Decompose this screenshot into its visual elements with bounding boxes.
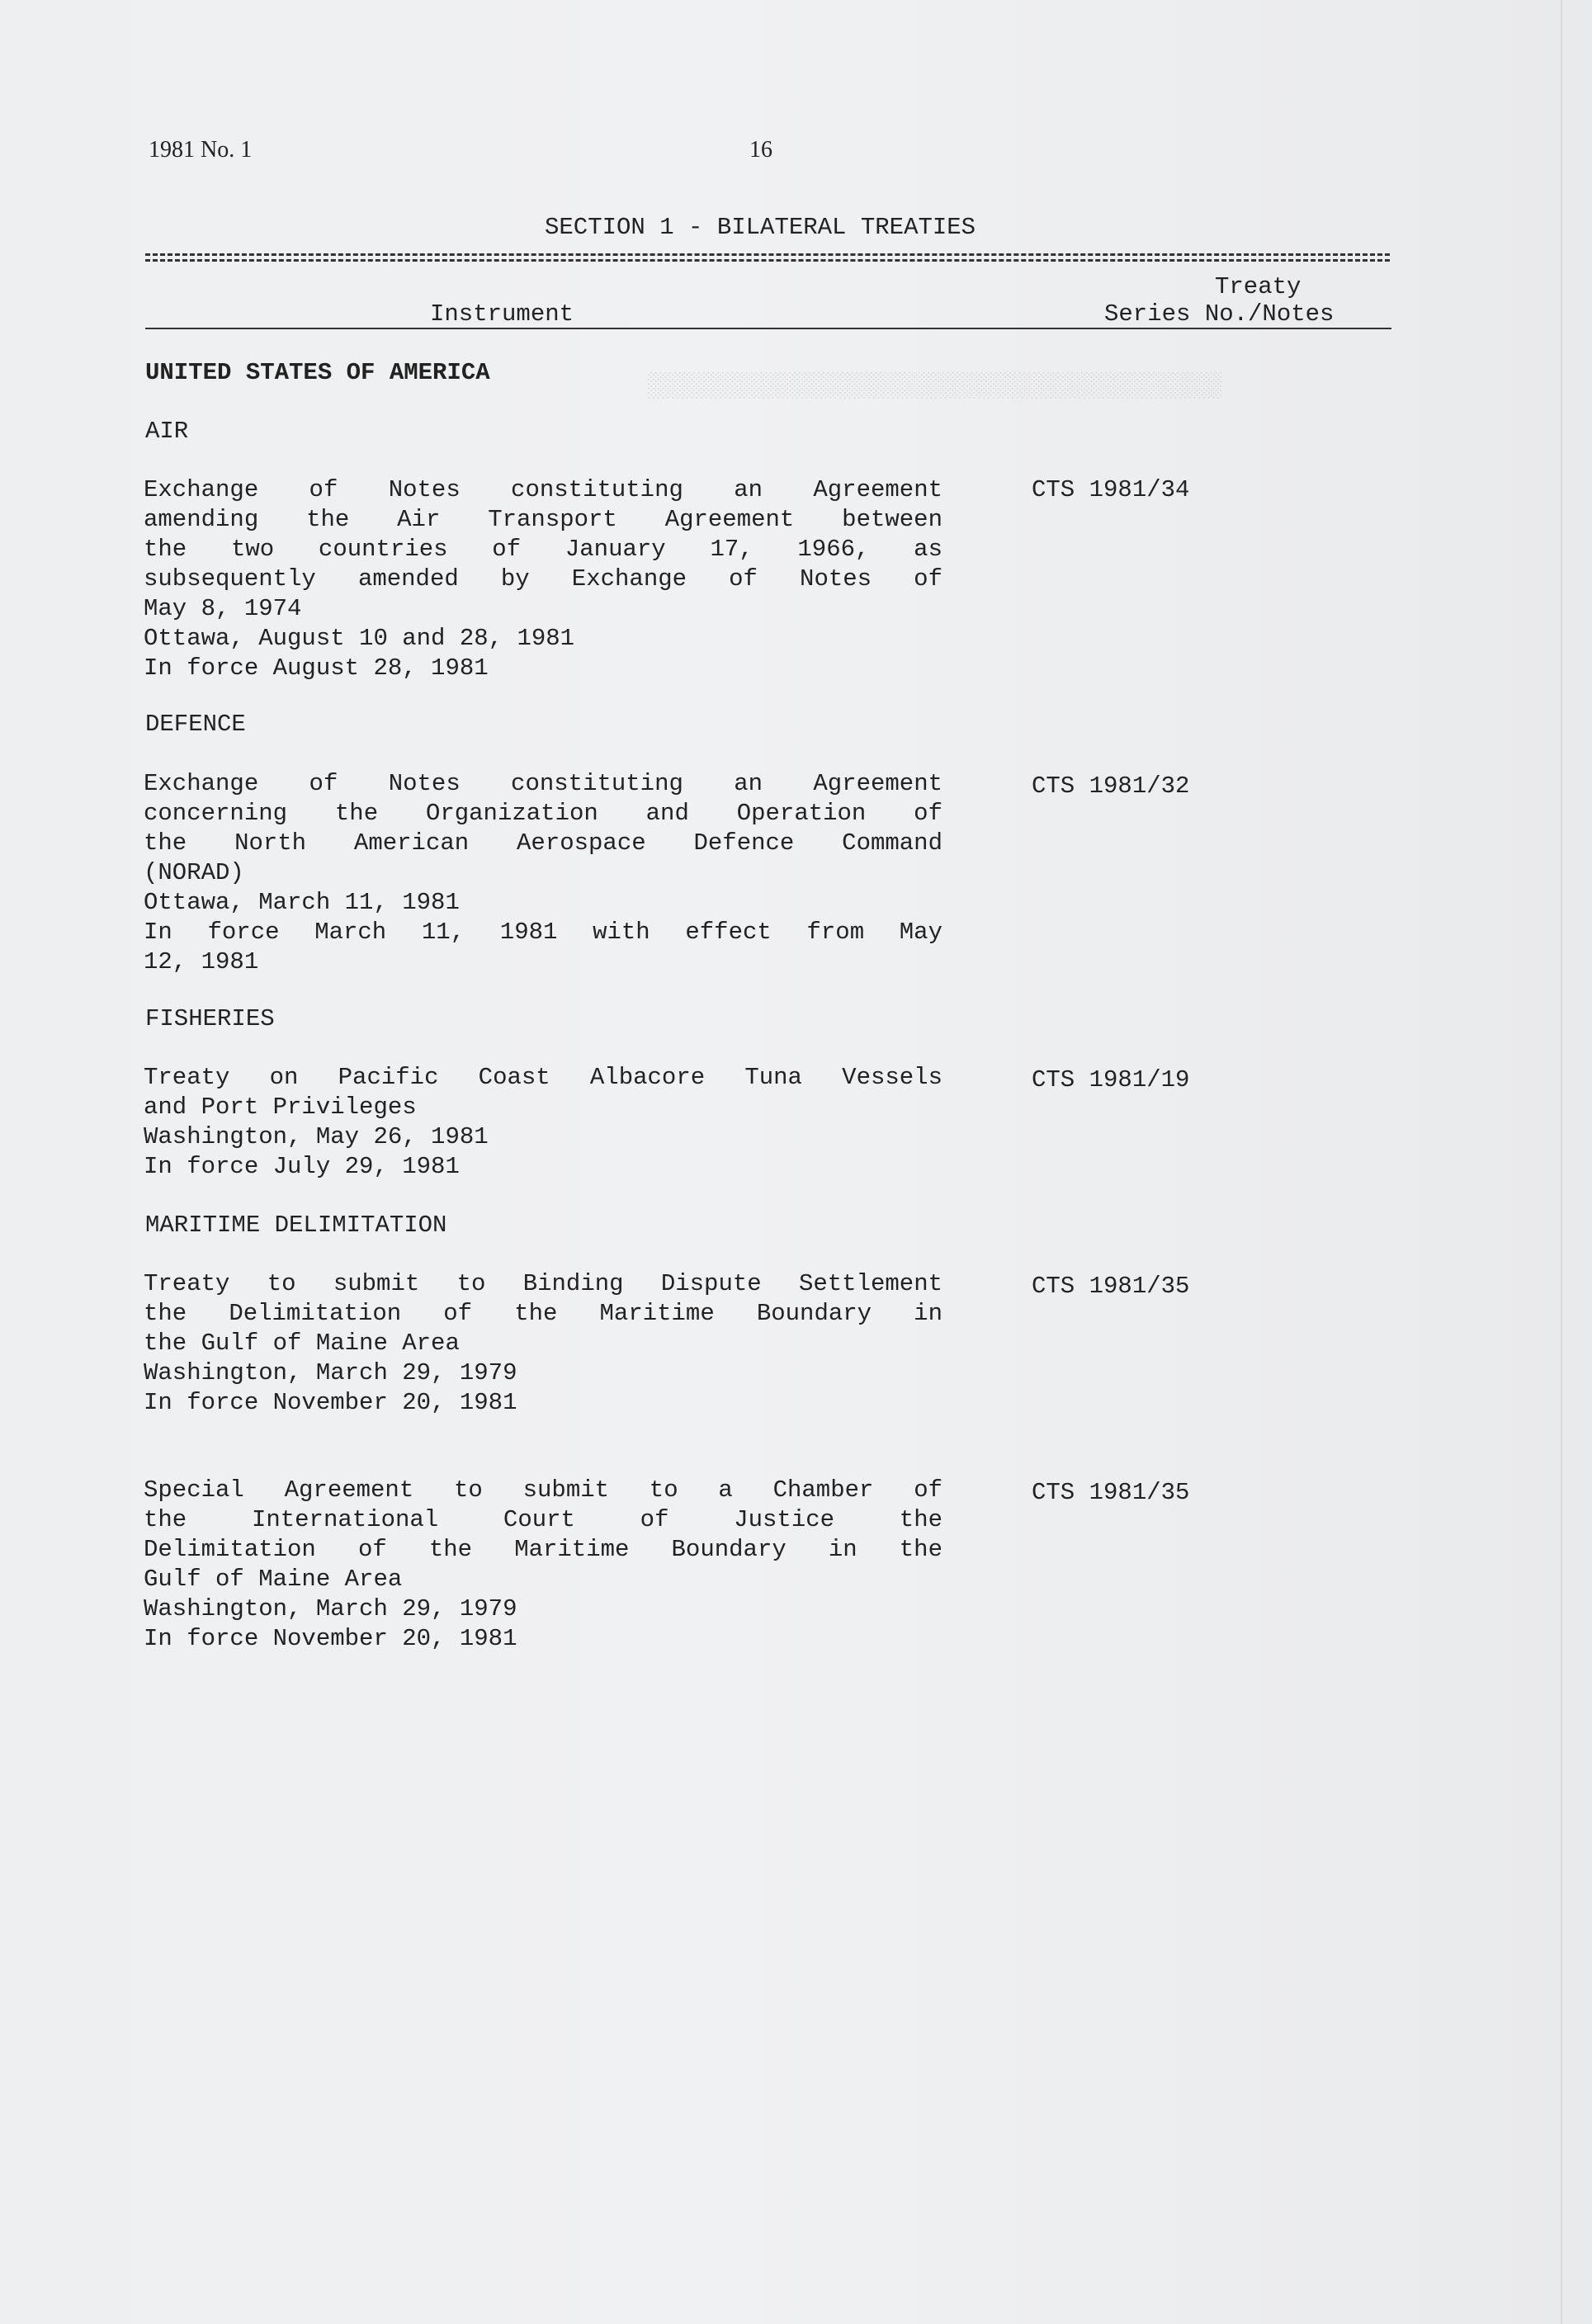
entry-line: In force November 20, 1981: [144, 1625, 517, 1652]
entry-line: Treaty on Pacific Coast Albacore Tuna Vessels: [144, 1064, 942, 1091]
treaty-series-ref: CTS 1981/32: [1032, 772, 1190, 800]
treaty-series-ref: CTS 1981/34: [1032, 476, 1190, 503]
entry-line: Washington, March 29, 1979: [144, 1595, 517, 1623]
treaty-series-ref: CTS 1981/35: [1032, 1273, 1190, 1300]
entry-line: In force July 29, 1981: [144, 1153, 460, 1180]
entry-line: In force March 11, 1981 with effect from May: [144, 919, 942, 946]
entry-line: In force August 28, 1981: [144, 654, 489, 682]
entry-line: subsequently amended by Exchange of Notes of: [144, 565, 942, 593]
page-number: 16: [749, 137, 772, 163]
issue-number: 1981 No. 1: [149, 137, 253, 163]
column-header-series: Series No./Notes: [1104, 300, 1335, 328]
entry-line: the International Court of Justice the: [144, 1506, 942, 1533]
entry-line: amending the Air Transport Agreement between: [144, 506, 942, 533]
entry-line: 12, 1981: [144, 948, 259, 975]
entry-maritime-special-agreement: [144, 1476, 942, 1654]
entry-maritime-treaty: [144, 1269, 942, 1418]
entry-line: May 8, 1974: [144, 595, 302, 622]
page-edge: [1561, 0, 1562, 2324]
entry-line: Ottawa, August 10 and 28, 1981: [144, 625, 575, 652]
entry-line: In force November 20, 1981: [144, 1389, 517, 1416]
entry-line: the two countries of January 17, 1966, as: [144, 536, 942, 563]
entry-line: Exchange of Notes constituting an Agreement: [144, 770, 942, 797]
entry-line: Special Agreement to submit to a Chamber of: [144, 1476, 942, 1504]
treaty-series-ref: CTS 1981/19: [1032, 1066, 1190, 1094]
column-header-treaty: Treaty: [1215, 273, 1301, 300]
country-heading: UNITED STATES OF AMERICA: [145, 359, 490, 386]
category-maritime: MARITIME DELIMITATION: [145, 1212, 447, 1239]
entry-line: Washington, March 29, 1979: [144, 1359, 517, 1386]
entry-line: (NORAD): [144, 859, 244, 886]
entry-defence: [144, 769, 942, 977]
section-title: SECTION 1 - BILATERAL TREATIES: [545, 214, 976, 241]
entry-air: [144, 475, 942, 683]
entry-line: Treaty to submit to Binding Dispute Settlement: [144, 1270, 942, 1297]
entry-line: concerning the Organization and Operation of: [144, 800, 942, 827]
treaty-series-ref: CTS 1981/35: [1032, 1479, 1190, 1506]
entry-line: Ottawa, March 11, 1981: [144, 889, 460, 916]
header-rule: [145, 328, 1391, 329]
entry-line: Gulf of Maine Area: [144, 1566, 403, 1593]
entry-fisheries: [144, 1063, 942, 1182]
column-header-instrument: Instrument: [430, 300, 574, 328]
category-defence: DEFENCE: [145, 711, 246, 738]
entry-line: and Port Privileges: [144, 1094, 417, 1121]
category-air: AIR: [145, 418, 189, 445]
category-fisheries: FISHERIES: [145, 1005, 275, 1032]
entry-line: Delimitation of the Maritime Boundary in the: [144, 1536, 942, 1563]
entry-line: Washington, May 26, 1981: [144, 1123, 489, 1150]
entry-line: the Gulf of Maine Area: [144, 1330, 460, 1357]
entry-line: the North American Aerospace Defence Command: [144, 829, 942, 857]
entry-line: the Delimitation of the Maritime Boundary in: [144, 1300, 942, 1327]
entry-line: Exchange of Notes constituting an Agreement: [144, 476, 942, 503]
bleed-through-texture: ░░░░░░░░░░░░░░░░░░░░░░░░░░░░░░░░░░░░░░░░: [646, 372, 1221, 399]
double-rule: [145, 253, 1390, 262]
